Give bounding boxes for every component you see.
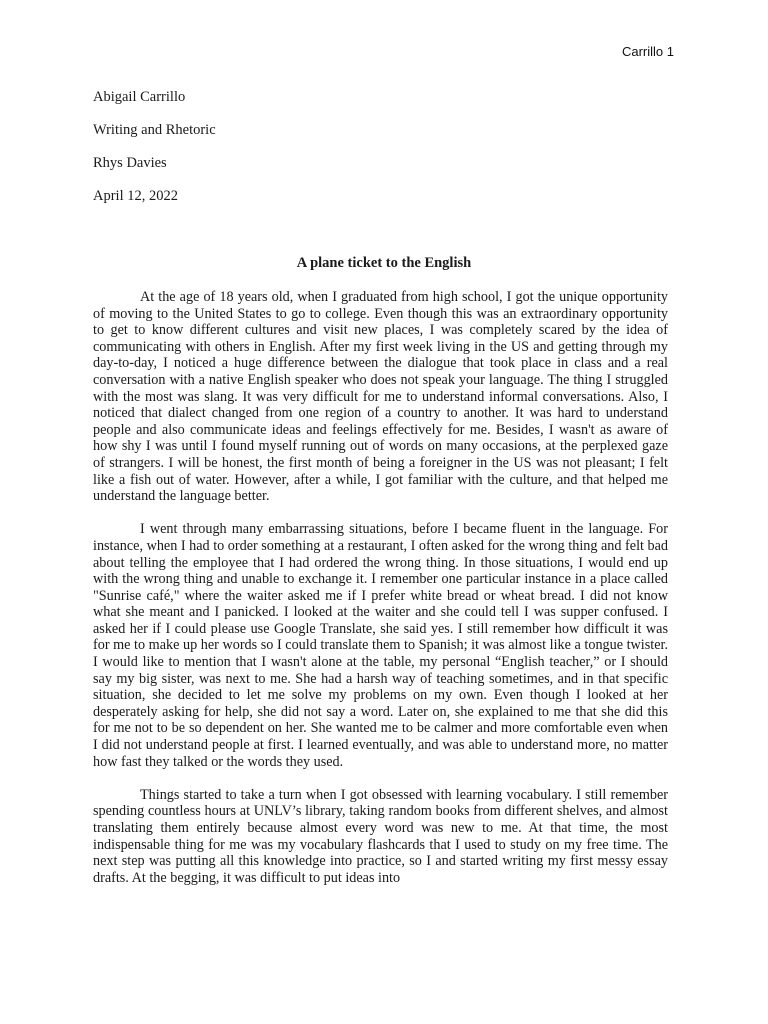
instructor-name: Rhys Davies: [93, 155, 167, 171]
author-name: Abigail Carrillo: [93, 89, 186, 105]
course-name: Writing and Rhetoric: [93, 122, 216, 138]
paragraph-1: At the age of 18 years old, when I graduated from high school, I got the unique opportunity of moving to the United States to go to college. Even though this was an extraordinary opportunity to get to know different cultures and visit new places, I was completely scared by the idea of communicating with others in English. After my first week living in the US and getting through my day-to-day, I noticed a huge difference between the dialogue that took place in class and a real conversation with a native English speaker who does not speak your language. The thing I struggled with the most was slang. It was very difficult for me to understand informal conversations. Also, I noticed that dialect changed from one region of a country to another. It was hard to understand people and also communicate ideas and feelings effectively for me. Besides, I wasn't as aware of how shy I was until I found myself running out of words on many occasions, at the perplexed gaze of strangers. I will be honest, the first month of being a foreigner in the US was not pleasant; I felt like a fish out of water. However, after a while, I got familiar with the culture, and that helped me understand the language better.: [93, 289, 668, 505]
essay-body: [93, 289, 668, 903]
paragraph-2: I went through many embarrassing situations, before I became fluent in the language. For instance, when I had to order something at a restaurant, I often asked for the wrong thing and felt bad about telling the employee that I had ordered the wrong thing. In those situations, I would end up with the wrong thing and unable to exchange it. I remember one particular instance in a place called "Sunrise café," where the waiter asked me if I prefer white bread or wheat bread. I did not know what she meant and I panicked. I looked at the waiter and she could tell I was supper confused. I asked her if I could please use Google Translate, she said yes. I still remember how difficult it was for me to make up her words so I could translate them to Spanish; it was almost like a tongue twister. I would like to mention that I wasn't alone at the table, my personal “English teacher,” or I should say my big sister, was next to me. She had a harsh way of teaching sometimes, and in that specific situation, she decided to let me solve my problems on my own. Even though I looked at her desperately asking for help, she did not say a word. Later on, she explained to me that she did this for me not to be so dependent on her. She wanted me to be calmer and more comfortable even when I did not understand people at first. I learned eventually, and was able to understand more, no matter how fast they talked or the words they used.: [93, 521, 668, 770]
mla-heading: [93, 88, 673, 220]
paragraph-3: Things started to take a turn when I got obsessed with learning vocabulary. I still remember spending countless hours at UNLV’s library, taking random books from different shelves, and almost translating them entirely because almost every word was new to me. At that time, the most indispensable thing for me was my vocabulary flashcards that I used to study on my free time. The next step was putting all this knowledge into practice, so I and started writing my first messy essay drafts. At the begging, it was difficult to put ideas into: [93, 786, 668, 886]
submission-date: April 12, 2022: [93, 188, 178, 204]
page-number-header: Carrillo 1: [621, 44, 674, 59]
essay-title: A plane ticket to the English: [296, 255, 472, 271]
